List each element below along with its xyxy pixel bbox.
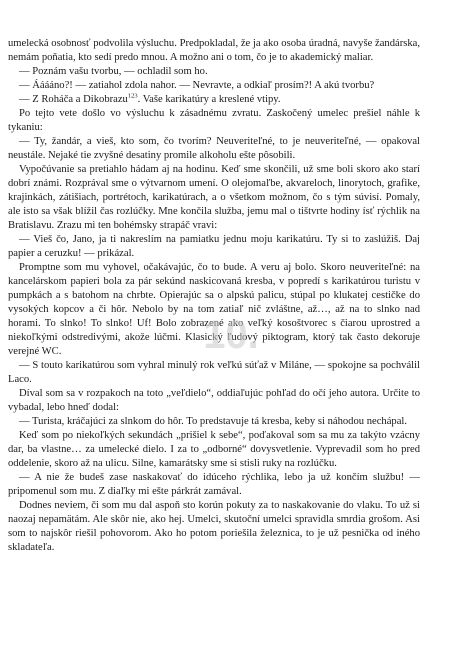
paragraph-text: — A nie že budeš zase naskakovať do idúceho rýchlika, lebo ja už končím službu! — pripomenul som mu. Z diaľky mi ešte párkrát zamával. (8, 472, 420, 497)
paragraph-text: — Ááááno?! — zatiahol zdola nahor. — Nevravte, a odkiaľ prosím?! A akú tvorbu? (19, 80, 375, 91)
paragraph (8, 261, 420, 359)
paragraph-text: Keď som po niekoľkých sekundách „prišiel k sebe“, poďakoval som sa mu za takýto vzácny dar, ba vlastne… za umelecké dielo. I za to „odborné“ dovysvetlenie. Vyprevadil som ho pred oddelenie, skoro až na ulicu. Silne, kamarátsky sme si stisli ruky na rozlúčku. (8, 430, 420, 469)
paragraph-text: Dodnes neviem, či som mu dal aspoň sto korún pokuty za to naskakovanie do vlaku. To už si naozaj nepamätám. Ale skôr nie, ako hej. Umelci, skutoční umelci spravidla smrdia grošom. Asi som to najskôr riešil pohovorom. Ako ho potom poriešila železnica, to je už pesnička od iného skladateľa. (8, 500, 420, 553)
paragraph-text: Promptne som mu vyhovel, očakávajúc, čo to bude. A veru aj bolo. Skoro neuveriteľné: na kancelárskom papieri bola za pár sekúnd naskicovaná kresba, v popredí s karikatúrou turistu v pumpkách a s batohom na chrbte. Opierajúc sa o alpskú palicu, stúpal po klukatej cestičke do vysokých kopcov a či hôr. Nebolo by na tom zatiaľ nič zvláštne, až…, až na to slnko nad horami. To slnko! To slnko! Uf! Bolo zobrazené ako veľký kosoštvorec s čiarou uprostred a niekoľkými odstredivými, akože lúčmi. Klasický ľudový piktogram, ktorý tak často dekoruje verejné WC. (8, 262, 420, 357)
paragraph (8, 93, 420, 107)
paragraph-text: umelecká osobnosť podvolila výsluchu. Predpokladal, že ja ako osoba úradná, navyše žandárska, nemám poňatia, kto sedí predo mnou. A možno ani o tom, čo je to akademický maliar. (8, 38, 420, 63)
paragraph (8, 79, 420, 93)
paragraph (8, 429, 420, 471)
paragraph-text: — Z Roháča a Dikobrazu (19, 94, 128, 105)
paragraph (8, 359, 420, 387)
paragraph-text: Díval som sa v rozpakoch na toto „veľdielo“, oddiaľujúc pohľad do očí jeho autora. Určite to vybadal, lebo hneď dodal: (8, 388, 420, 413)
footnote-marker: 123 (127, 92, 138, 100)
paragraph (8, 499, 420, 555)
paragraph-text: Vypočúvanie sa pretiahlo hádam aj na hodinu. Keď sme skončili, už sme boli skoro ako starí dobrí známi. Rozprával sme o výtvarnom umení. O olejomaľbe, akvareloch, linorytoch, grafike, krajinkách, zátišiach, portrétoch, karikatúrach, a o všetkom možnom, čo s tým súvisí. Pomaly, ale isto sa však blížil čas rozlúčky. Mne končila služba, jemu mal o tištvrte hodiny ísť rýchlik na Bratislavu. Zrazu mi ten bohémsky strapáč vravi: (8, 164, 420, 231)
paragraph (8, 471, 420, 499)
paragraph-text: — Poznám vašu tvorbu, — ochladil som ho. (19, 66, 208, 77)
paragraph (8, 107, 420, 135)
book-page (8, 37, 420, 555)
paragraph (8, 415, 420, 429)
paragraph (8, 37, 420, 65)
paragraph (8, 387, 420, 415)
paragraph-text: Po tejto vete došlo vo výsluchu k zásadnému zvratu. Zaskočený umelec prešiel náhle k tykaniu: (8, 108, 420, 133)
paragraph-text-continued: . Vaše karikatúry a kreslené vtipy. (137, 94, 281, 105)
paragraph (8, 65, 420, 79)
paragraph (8, 163, 420, 233)
paragraph-text: — S touto karikatúrou som vyhral minulý rok veľkú súťaž v Miláne, — spokojne sa pochválil Laco. (8, 360, 420, 385)
paragraph (8, 233, 420, 261)
watermark: 10. (203, 313, 259, 357)
paragraph-text: — Vieš čo, Jano, ja ti nakreslím na pamiatku jednu moju karikatúru. Ty si to zaslúžiš. Daj papier a ceruzku! — prikázal. (8, 234, 420, 259)
paragraph-text: — Ty, žandár, a vieš, kto som, čo tvorím? Neuveriteľné, to je neuveriteľné, — opakoval neustále. Nejaké tie zvyšné desatiny promile alkoholu ešte pôsobili. (8, 136, 420, 161)
paragraph (8, 135, 420, 163)
paragraph-text: — Turista, kráčajúci za slnkom do hôr. To predstavuje tá kresba, keby si náhodou nechápal. (19, 416, 408, 427)
